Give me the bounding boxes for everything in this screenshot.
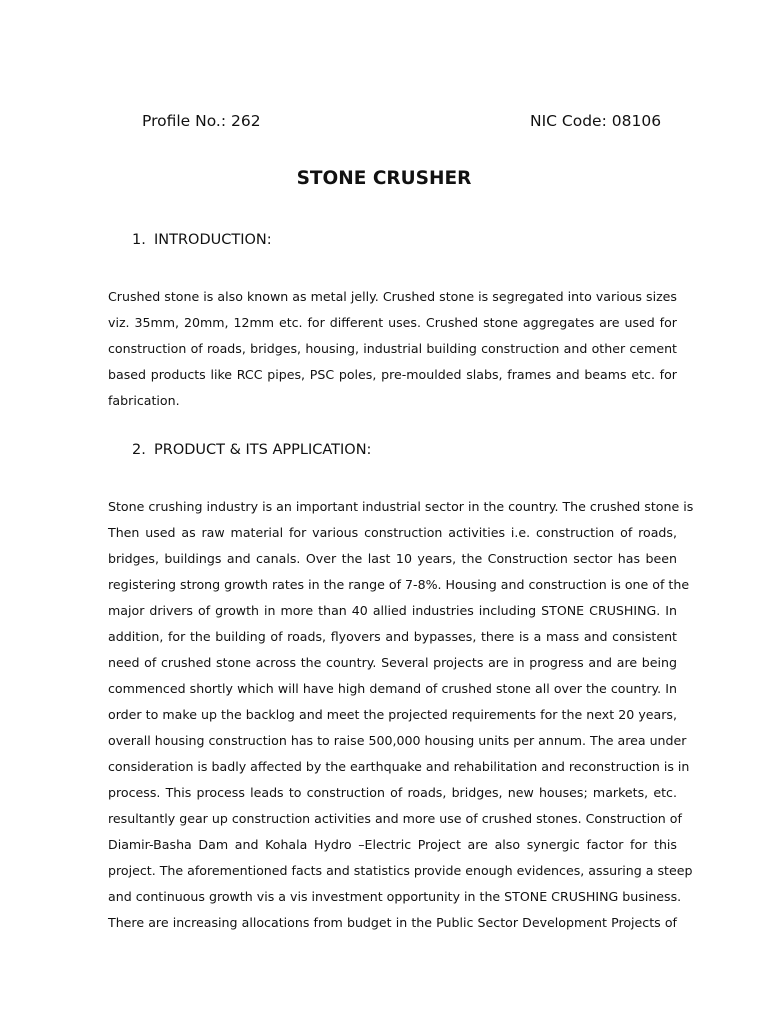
section-title: PRODUCT & ITS APPLICATION: bbox=[154, 442, 372, 458]
paragraph-line: consideration is badly affected by the earthquake and rehabilitation and reconstruction is in bbox=[108, 759, 690, 774]
product-application-paragraph bbox=[108, 494, 694, 936]
paragraph-line: Then used as raw material for various construction activities i.e. construction of roads, bbox=[108, 525, 677, 540]
paragraph-line: registering strong growth rates in the range of 7-8%. Housing and construction is one of the bbox=[108, 577, 690, 592]
section-number: 2. bbox=[132, 442, 146, 458]
paragraph-line: need of crushed stone across the country. Several projects are in progress and are being bbox=[108, 655, 677, 670]
paragraph-line: Crushed stone is also known as metal jelly. Crushed stone is segregated into various sizes bbox=[108, 289, 677, 304]
paragraph-line: and continuous growth vis a vis investment opportunity in the STONE CRUSHING business. bbox=[108, 889, 682, 904]
section-heading-introduction bbox=[132, 232, 272, 248]
paragraph-line: Diamir-Basha Dam and Kohala Hydro –Electric Project are also synergic factor for this bbox=[108, 837, 677, 852]
paragraph-line: bridges, buildings and canals. Over the last 10 years, the Construction sector has been bbox=[108, 551, 677, 566]
introduction-paragraph bbox=[108, 284, 677, 414]
paragraph-line: major drivers of growth in more than 40 allied industries including STONE CRUSHING. In bbox=[108, 603, 677, 618]
nic-code: NIC Code: 08106 bbox=[530, 112, 662, 130]
paragraph-line: fabrication. bbox=[108, 393, 180, 408]
profile-header bbox=[142, 112, 662, 134]
paragraph-line: construction of roads, bridges, housing, industrial building construction and other cement bbox=[108, 341, 677, 356]
paragraph-line: overall housing construction has to raise 500,000 housing units per annum. The area under bbox=[108, 733, 687, 748]
paragraph-line: addition, for the building of roads, flyovers and bypasses, there is a mass and consistent bbox=[108, 629, 677, 644]
paragraph-line: viz. 35mm, 20mm, 12mm etc. for different uses. Crushed stone aggregates are used for bbox=[108, 315, 677, 330]
document-title: STONE CRUSHER bbox=[296, 168, 472, 189]
section-heading-product-application bbox=[132, 442, 371, 458]
profile-number: Profile No.: 262 bbox=[142, 112, 261, 130]
paragraph-line: project. The aforementioned facts and statistics provide enough evidences, assuring a steep bbox=[108, 863, 693, 878]
paragraph-line: based products like RCC pipes, PSC poles, pre-moulded slabs, frames and beams etc. for bbox=[108, 367, 677, 382]
section-number: 1. bbox=[132, 232, 146, 248]
paragraph-line: resultantly gear up construction activities and more use of crushed stones. Construction of bbox=[108, 811, 682, 826]
section-title: INTRODUCTION: bbox=[154, 232, 272, 248]
paragraph-line: There are increasing allocations from budget in the Public Sector Development Projects of bbox=[108, 915, 677, 930]
paragraph-line: commenced shortly which will have high demand of crushed stone all over the country. In bbox=[108, 681, 677, 696]
paragraph-line: order to make up the backlog and meet the projected requirements for the next 20 years, bbox=[108, 707, 677, 722]
paragraph-line: Stone crushing industry is an important industrial sector in the country. The crushed stone is bbox=[108, 499, 694, 514]
paragraph-line: process. This process leads to construction of roads, bridges, new houses; markets, etc. bbox=[108, 785, 677, 800]
